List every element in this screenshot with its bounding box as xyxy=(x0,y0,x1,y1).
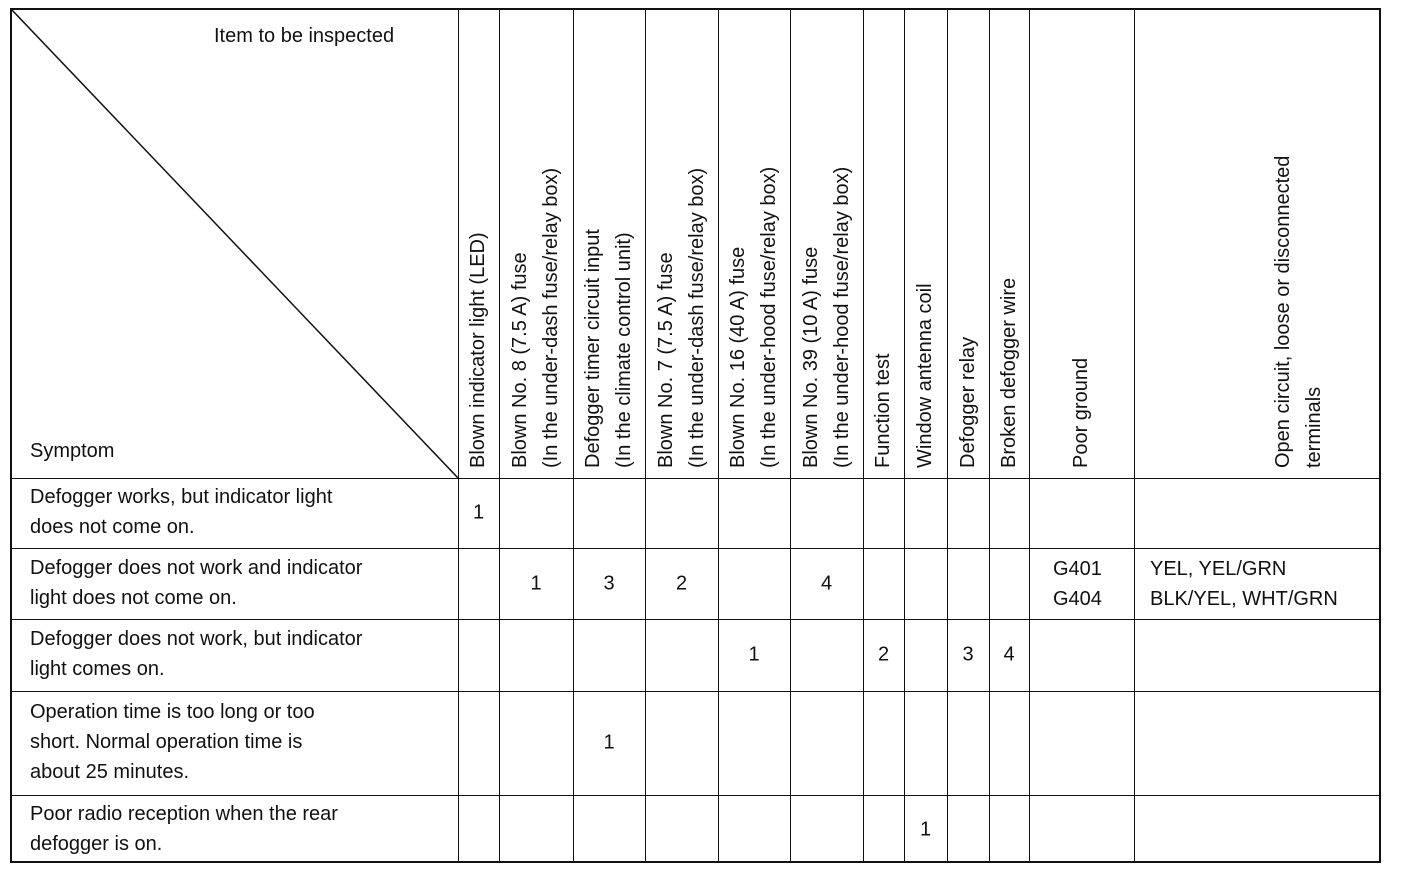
column-divider xyxy=(645,10,646,861)
symptom-line: does not come on. xyxy=(30,516,195,538)
column-header-12 xyxy=(1268,156,1330,468)
column-header-line: Window antenna coil xyxy=(914,283,936,468)
item-to-be-inspected-label: Item to be inspected xyxy=(214,25,395,47)
column-header-line: (In the under-hood fuse/relay box) xyxy=(758,166,780,468)
column-divider xyxy=(573,10,574,861)
priority-number: 1 xyxy=(472,501,485,524)
priority-number: 4 xyxy=(1003,643,1015,666)
column-header-2 xyxy=(505,168,567,468)
priority-number: 2 xyxy=(877,643,890,666)
priority-number: 3 xyxy=(962,643,974,666)
symptom-cell xyxy=(30,799,455,859)
column-header-5 xyxy=(723,167,785,468)
symptom-cell xyxy=(30,553,455,613)
terminal-line: BLK/YEL, WHT/GRN xyxy=(1150,587,1338,610)
column-header-line: Blown No. 8 (7.5 A) fuse xyxy=(509,252,531,468)
priority-number: 1 xyxy=(530,572,542,594)
symptom-line: Poor radio reception when the rear xyxy=(30,803,338,825)
priority-number: 3 xyxy=(603,572,615,594)
column-header-9 xyxy=(953,337,984,468)
column-header-line: Defogger timer circuit input xyxy=(582,229,604,468)
symptom-label: Symptom xyxy=(30,440,115,462)
ground-line: G404 xyxy=(1053,587,1102,610)
column-divider xyxy=(1134,10,1135,861)
header-diagonal xyxy=(12,10,458,478)
column-header-8 xyxy=(910,283,941,468)
column-divider xyxy=(989,10,990,861)
symptom-cell xyxy=(30,482,455,542)
column-divider xyxy=(718,10,719,861)
column-header-6 xyxy=(796,167,858,468)
column-header-7 xyxy=(868,353,899,468)
priority-number: 1 xyxy=(748,643,760,666)
column-header-line: Blown indicator light (LED) xyxy=(467,232,489,468)
row-divider xyxy=(12,691,1379,692)
column-divider xyxy=(790,10,791,861)
inspection-table xyxy=(10,8,1381,863)
symptom-line: about 25 minutes. xyxy=(30,761,189,783)
column-divider xyxy=(499,10,500,861)
column-divider xyxy=(458,10,459,861)
column-header-line: (In the under-dash fuse/relay box) xyxy=(540,167,562,468)
priority-number: 2 xyxy=(675,572,688,594)
column-header-line: Blown No. 16 (40 A) fuse xyxy=(727,246,749,468)
column-divider xyxy=(1029,10,1030,861)
symptom-cell xyxy=(30,624,455,684)
column-header-10 xyxy=(994,278,1025,468)
symptom-line: short. Normal operation time is xyxy=(30,731,303,753)
column-header-line: (In the climate control unit) xyxy=(613,232,635,468)
row-divider xyxy=(12,619,1379,620)
column-header-11 xyxy=(1066,358,1097,468)
poor-ground-cell xyxy=(1053,554,1102,614)
row-divider xyxy=(12,548,1379,549)
column-header-line: Broken defogger wire xyxy=(998,277,1020,468)
column-header-4 xyxy=(651,168,713,468)
row-divider xyxy=(12,478,1379,479)
column-divider xyxy=(904,10,905,861)
column-header-line: Function test xyxy=(872,353,894,468)
symptom-line: Defogger works, but indicator light xyxy=(30,486,333,508)
priority-number: 4 xyxy=(820,572,833,594)
column-header-line: Poor ground xyxy=(1070,357,1092,468)
column-header-line: Blown No. 39 (10 A) fuse xyxy=(800,246,822,468)
symptom-line: Defogger does not work and indicator xyxy=(30,556,363,579)
column-header-line: terminals xyxy=(1303,386,1325,468)
column-header-line: Blown No. 7 (7.5 A) fuse xyxy=(655,252,677,468)
symptom-line: Defogger does not work, but indicator xyxy=(30,628,363,650)
column-header-line: (In the under-dash fuse/relay box) xyxy=(686,167,708,468)
symptom-line: defogger is on. xyxy=(30,833,163,855)
symptom-cell xyxy=(30,697,455,787)
column-header-line: Defogger relay xyxy=(957,336,979,468)
symptom-line: Operation time is too long or too xyxy=(30,701,315,723)
column-header-3 xyxy=(578,229,640,468)
column-header-line: (In the under-hood fuse/relay box) xyxy=(831,166,853,468)
terminal-line: YEL, YEL/GRN xyxy=(1150,557,1287,580)
column-divider xyxy=(863,10,864,861)
column-header-line: Open circuit, loose or disconnected xyxy=(1272,155,1294,468)
symptom-line: light comes on. xyxy=(30,658,165,680)
symptom-line: light does not come on. xyxy=(30,586,237,609)
open-circuit-cell xyxy=(1150,554,1338,614)
column-header-1 xyxy=(463,232,494,468)
ground-line: G401 xyxy=(1053,557,1102,580)
row-divider xyxy=(12,795,1379,796)
column-divider xyxy=(947,10,948,861)
priority-number: 1 xyxy=(919,818,932,841)
priority-number: 1 xyxy=(603,731,615,754)
